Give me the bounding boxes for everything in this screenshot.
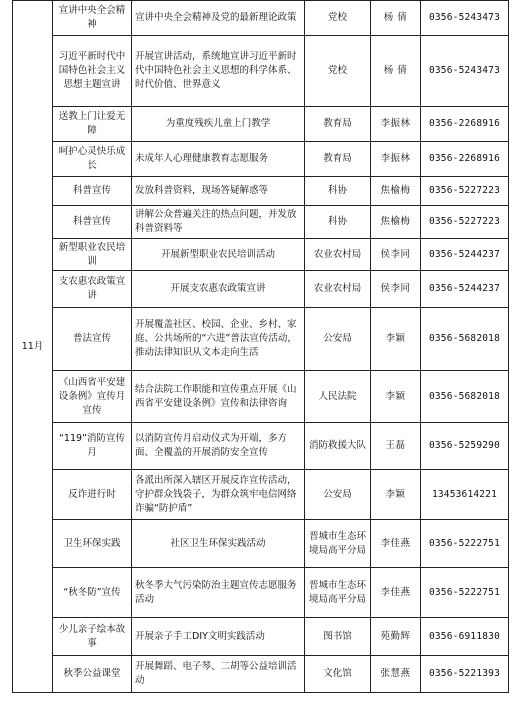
contact-phone: 13453614221 [421,470,509,520]
activity-name: 支农惠农政策宣讲 [53,271,132,308]
contact-person: 苑勤辉 [371,618,421,656]
table-row [13,568,509,618]
organizer-unit: 科协 [305,206,371,239]
month-cell: 11月 [13,1,53,693]
contact-person: 李佳燕 [371,568,421,618]
activity-content: 讲解公众普遍关注的热点问题，并发放科普资料等 [132,206,305,239]
organizer-unit: 公安局 [305,308,371,371]
contact-phone: 0356-2268916 [421,142,509,177]
activity-name: 呵护心灵快乐成长 [53,142,132,177]
contact-person: 李颖 [371,308,421,371]
activity-content: 开展覆盖社区、校园、企业、乡村、家庭、公共场所的“六进”普法宣传活动，推动法律知识从文本走向生活 [132,308,305,371]
contact-person: 王磊 [371,423,421,470]
activity-name: “秋冬防”宣传 [53,568,132,618]
activity-content: 秋冬季大气污染防治主题宣传志愿服务活动 [132,568,305,618]
activity-name: 宣讲中央全会精神 [53,1,132,36]
activity-name: 新型职业农民培训 [53,239,132,271]
table-body [13,1,509,693]
activity-content: 社区卫生环保实践活动 [132,520,305,568]
contact-phone: 0356-5227223 [421,177,509,206]
table-row [13,107,509,142]
organizer-unit: 教育局 [305,107,371,142]
organizer-unit: 农业农村局 [305,239,371,271]
organizer-unit: 文化馆 [305,656,371,693]
table-row [13,308,509,371]
contact-person: 李颖 [371,371,421,423]
contact-phone: 0356-5222751 [421,568,509,618]
contact-person: 李振林 [371,107,421,142]
contact-person: 张慧燕 [371,656,421,693]
contact-phone: 0356-5259290 [421,423,509,470]
activity-name: 卫生环保实践 [53,520,132,568]
contact-phone: 0356-5244237 [421,239,509,271]
table-row [13,371,509,423]
contact-phone: 0356-2268916 [421,107,509,142]
activity-name: 普法宣传 [53,308,132,371]
contact-person: 焦榆梅 [371,206,421,239]
contact-person: 李振林 [371,142,421,177]
contact-phone: 0356-5221393 [421,656,509,693]
activity-name: 送教上门让爱无障 [53,107,132,142]
contact-phone: 0356-6911830 [421,618,509,656]
table-row [13,470,509,520]
contact-person: 李颖 [371,470,421,520]
activity-name: 科普宣传 [53,177,132,206]
activity-name: 反诈进行时 [53,470,132,520]
organizer-unit: 党校 [305,36,371,107]
organizer-unit: 党校 [305,1,371,36]
activity-content: 结合法院工作职能和宣传重点开展《山西省平安建设条例》宣传和法律咨询 [132,371,305,423]
organizer-unit: 教育局 [305,142,371,177]
activity-name: 《山西省平安建设条例》宣传月宣传 [53,371,132,423]
contact-phone: 0356-5243473 [421,36,509,107]
organizer-unit: 消防救援大队 [305,423,371,470]
contact-phone: 0356-5244237 [421,271,509,308]
activity-name: “119”消防宣传月 [53,423,132,470]
activity-content: 为重度残疾儿童上门教学 [132,107,305,142]
table-row [13,206,509,239]
activity-content: 宣讲中央全会精神及党的最新理论政策 [132,1,305,36]
activity-schedule-table [12,0,509,693]
table-row [13,423,509,470]
activity-name: 秋季公益课堂 [53,656,132,693]
contact-phone: 0356-5222751 [421,520,509,568]
activity-content: 开展新型职业农民培训活动 [132,239,305,271]
table-row [13,1,509,36]
contact-phone: 0356-5682018 [421,371,509,423]
activity-content: 开展宣讲活动，系统地宣讲习近平新时代中国特色社会主义思想的科学体系、时代价值、世界意义 [132,36,305,107]
table-row [13,177,509,206]
organizer-unit: 人民法院 [305,371,371,423]
activity-content: 未成年人心理健康教育志愿服务 [132,142,305,177]
activity-name: 习近平新时代中国特色社会主义思想主题宣讲 [53,36,132,107]
contact-person: 杨 倩 [371,36,421,107]
activity-content: 发放科普资料，现场答疑解惑等 [132,177,305,206]
table-row [13,656,509,693]
activity-content: 各派出所深入辖区开展反诈宣传活动，守护群众钱袋子，为群众筑牢电信网络诈骗“防护盾” [132,470,305,520]
contact-phone: 0356-5243473 [421,1,509,36]
contact-person: 焦榆梅 [371,177,421,206]
activity-content: 开展舞蹈、电子琴、二胡等公益培训活动 [132,656,305,693]
table-row [13,36,509,107]
table-row [13,520,509,568]
organizer-unit: 农业农村局 [305,271,371,308]
organizer-unit: 科协 [305,177,371,206]
activity-content: 以消防宣传月启动仪式为开端，多方面、全覆盖的开展消防安全宣传 [132,423,305,470]
contact-person: 侯李同 [371,271,421,308]
table-row [13,142,509,177]
contact-phone: 0356-5682018 [421,308,509,371]
organizer-unit: 晋城市生态环境局高平分局 [305,520,371,568]
activity-content: 开展亲子手工DIY文明实践活动 [132,618,305,656]
contact-person: 侯李同 [371,239,421,271]
organizer-unit: 晋城市生态环境局高平分局 [305,568,371,618]
activity-name: 科普宣传 [53,206,132,239]
table-row [13,618,509,656]
organizer-unit: 公安局 [305,470,371,520]
contact-phone: 0356-5227223 [421,206,509,239]
table-row [13,271,509,308]
activity-content: 开展支农惠农政策宣讲 [132,271,305,308]
activity-name: 少儿亲子绘本故事 [53,618,132,656]
table-row [13,239,509,271]
contact-person: 杨 倩 [371,1,421,36]
organizer-unit: 图书馆 [305,618,371,656]
contact-person: 李佳燕 [371,520,421,568]
